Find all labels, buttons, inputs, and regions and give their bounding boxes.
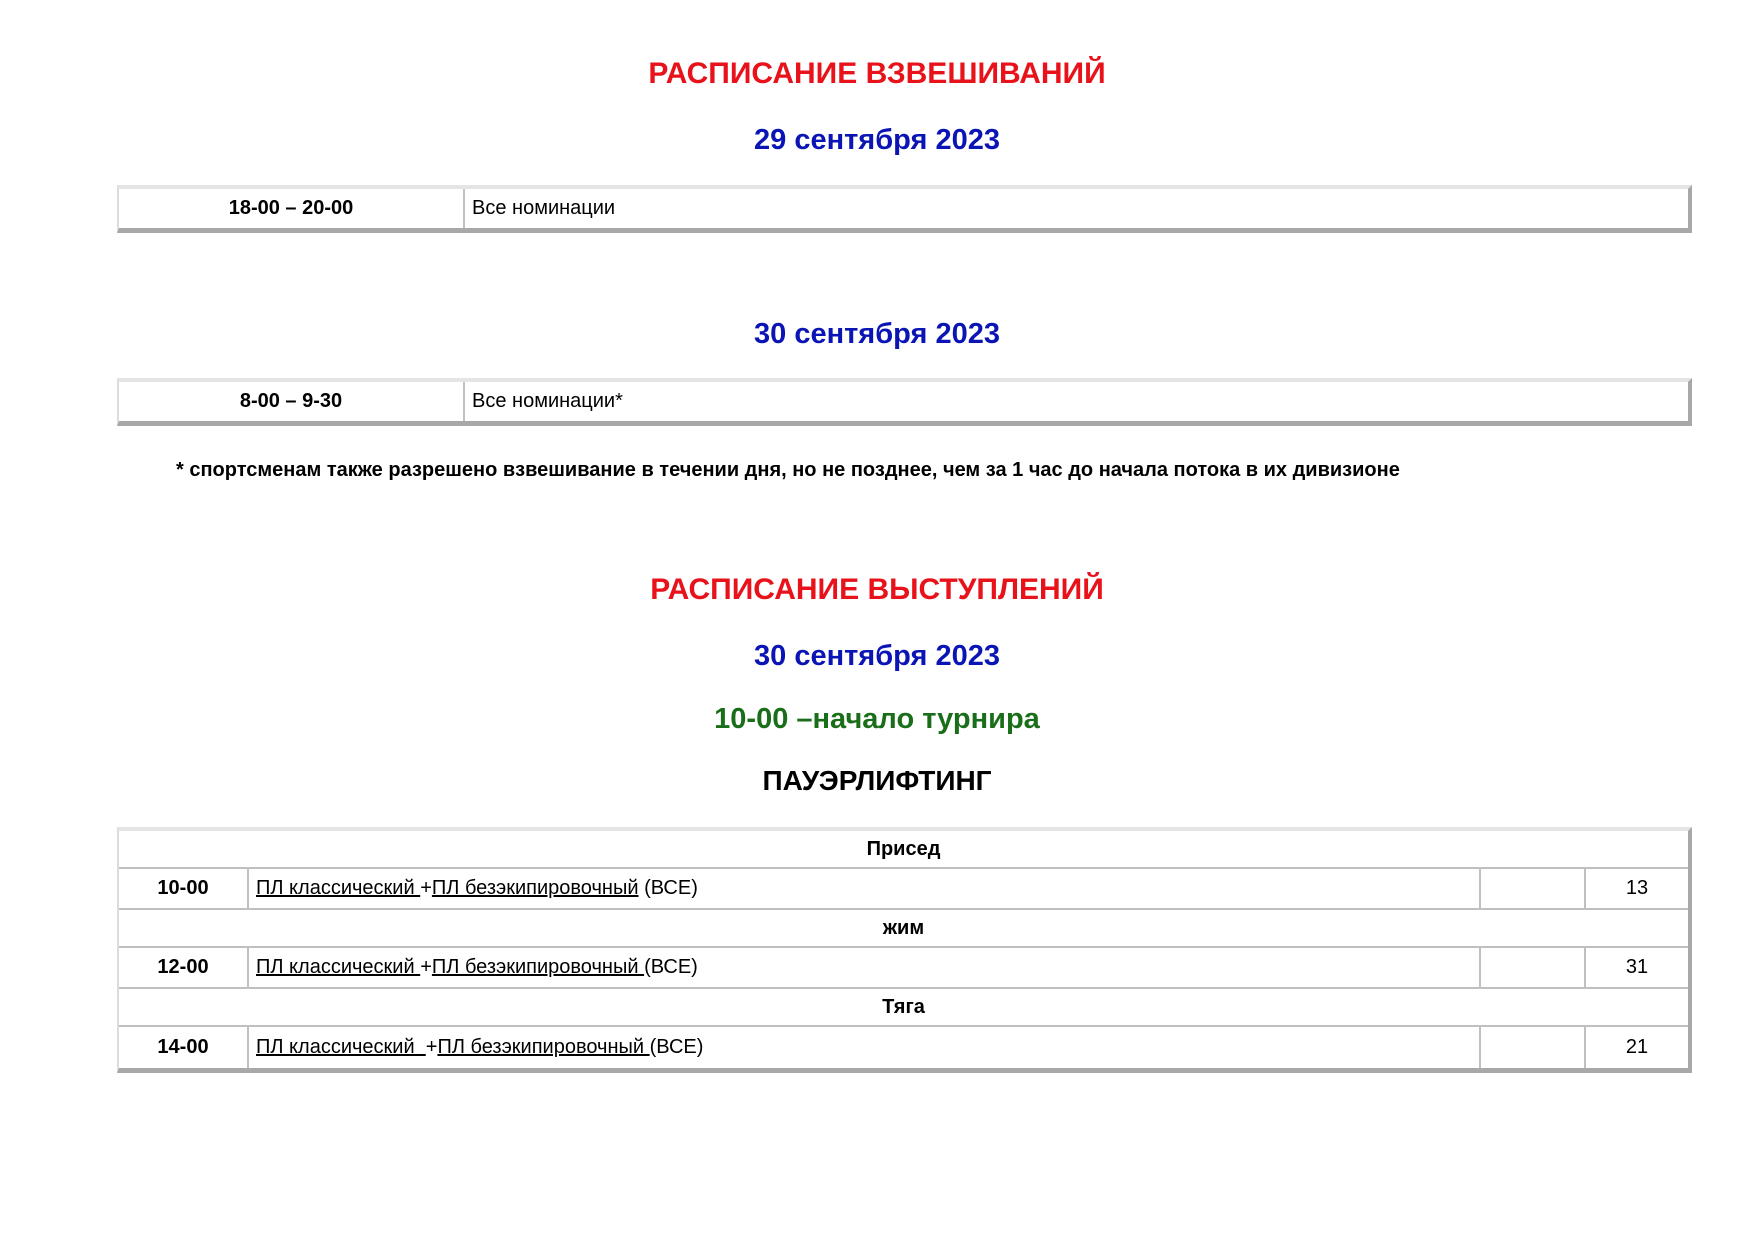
section-label: Тяга bbox=[882, 995, 925, 1018]
category-link-classic[interactable]: ПЛ классический bbox=[256, 956, 421, 978]
category-cell bbox=[249, 948, 1481, 987]
start-time: 12-00 bbox=[119, 948, 249, 987]
tournament-start: 10-00 –начало турнира bbox=[714, 703, 1040, 735]
section-row bbox=[119, 989, 1688, 1027]
performances-title: РАСПИСАНИЕ ВЫСТУПЛЕНИЙ bbox=[650, 573, 1104, 606]
weighin-time: 8-00 – 9-30 bbox=[119, 382, 465, 421]
performances-table bbox=[117, 827, 1692, 1073]
weighin-desc: Все номинации bbox=[472, 197, 616, 219]
category-link-raw[interactable]: ПЛ безэкипировочный bbox=[431, 956, 645, 978]
weighin-note: * спортсменам также разрешено взвешивание в течении дня, но не позднее, чем за 1 час до начала потока в их дивизионе bbox=[176, 459, 1400, 481]
plus-sign: + bbox=[420, 956, 432, 978]
weighin-time: 18-00 – 20-00 bbox=[119, 189, 465, 228]
category-suffix: (ВСЕ) bbox=[644, 956, 698, 978]
empty-cell bbox=[1481, 1027, 1586, 1068]
category-link-raw[interactable]: ПЛ безэкипировочный bbox=[437, 1036, 650, 1058]
discipline-title: ПАУЭРЛИФТИНГ bbox=[762, 765, 992, 796]
plus-sign: + bbox=[425, 1036, 438, 1058]
section-label: жим bbox=[882, 916, 925, 939]
table-row bbox=[119, 948, 1688, 989]
section-row bbox=[119, 831, 1688, 869]
weighin-day1-table bbox=[117, 185, 1692, 233]
participant-count: 13 bbox=[1625, 877, 1649, 899]
category-link-raw[interactable]: ПЛ безэкипировочный bbox=[431, 877, 639, 899]
table-row bbox=[119, 1027, 1688, 1068]
participant-count: 31 bbox=[1625, 956, 1649, 978]
category-suffix: (ВСЕ) bbox=[638, 877, 698, 899]
table-row bbox=[119, 869, 1688, 910]
weighin-day1-date: 29 сентября 2023 bbox=[754, 124, 1000, 156]
section-row bbox=[119, 910, 1688, 948]
weighin-desc: Все номинации* bbox=[472, 390, 623, 412]
empty-cell bbox=[1481, 869, 1586, 908]
category-link-classic[interactable]: ПЛ классический bbox=[256, 877, 421, 899]
table-row bbox=[119, 189, 1688, 228]
weighin-day2-table bbox=[117, 378, 1692, 426]
table-row bbox=[119, 382, 1688, 421]
start-time: 14-00 bbox=[119, 1027, 249, 1068]
category-cell bbox=[249, 1027, 1481, 1068]
category-link-classic[interactable]: ПЛ классический bbox=[256, 1036, 426, 1058]
section-label: Присед bbox=[866, 837, 941, 860]
start-time: 10-00 bbox=[119, 869, 249, 908]
participant-count: 21 bbox=[1625, 1036, 1649, 1058]
plus-sign: + bbox=[420, 877, 432, 899]
category-suffix: (ВСЕ) bbox=[649, 1036, 704, 1058]
weighin-title: РАСПИСАНИЕ ВЗВЕШИВАНИЙ bbox=[648, 57, 1106, 90]
category-cell bbox=[249, 869, 1481, 908]
performances-date: 30 сентября 2023 bbox=[754, 640, 1000, 672]
weighin-day2-date: 30 сентября 2023 bbox=[754, 318, 1000, 350]
empty-cell bbox=[1481, 948, 1586, 987]
